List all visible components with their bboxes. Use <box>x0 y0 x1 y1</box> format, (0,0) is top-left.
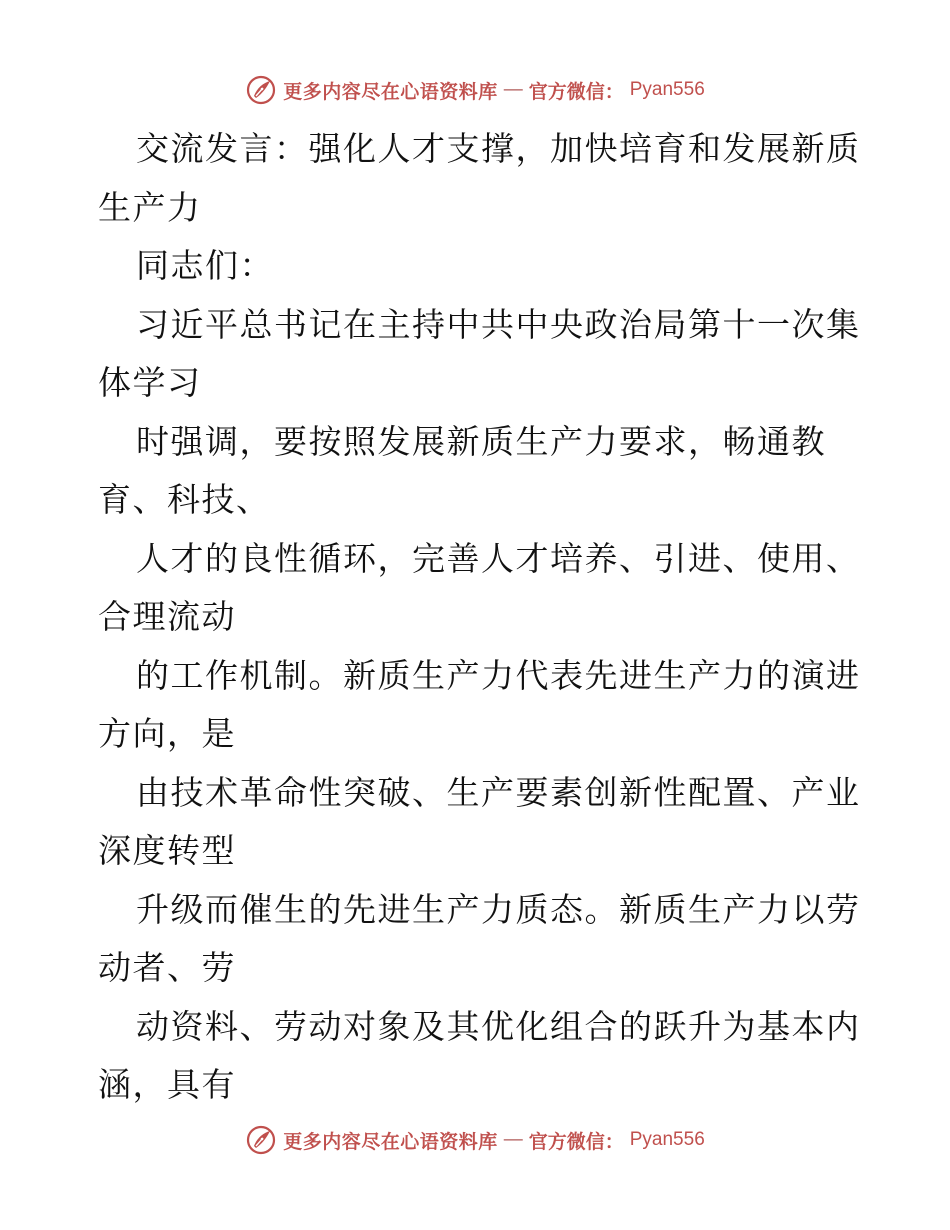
text-line: 升级而催生的先进生产力质态。新质生产力以劳 <box>136 889 861 929</box>
header-brand-text: 更多内容尽在心语资料库 <box>283 80 498 103</box>
text-line: 动者、劳 <box>98 948 236 987</box>
text-line: 时强调，要按照发展新质生产力要求，畅通教 <box>136 421 826 461</box>
text-line: 深度转型 <box>98 831 236 870</box>
text-line: 体学习 <box>98 363 202 402</box>
header-banner <box>0 70 950 110</box>
header-account-id: Pyan556 <box>629 79 705 100</box>
header-wechat-label: 官方微信： <box>528 80 624 103</box>
header-separator: — <box>503 79 523 100</box>
text-line: 由技术革命性突破、生产要素创新性配置、产业 <box>136 772 861 812</box>
text-line: 的工作机制。新质生产力代表先进生产力的演进 <box>136 655 861 695</box>
red-pen-nib-logo-icon <box>245 1124 277 1156</box>
text-line: 动资料、劳动对象及其优化组合的跃升为基本内 <box>136 1006 861 1046</box>
footer-wechat-label: 官方微信： <box>528 1130 624 1153</box>
text-line: 涵，具有 <box>98 1065 236 1104</box>
footer-account-id: Pyan556 <box>629 1129 705 1150</box>
footer-banner <box>0 1120 950 1160</box>
text-line: 习近平总书记在主持中共中央政治局第十一次集 <box>136 304 861 344</box>
document-body <box>98 120 861 1115</box>
footer-separator: — <box>503 1129 523 1150</box>
text-line: 合理流动 <box>98 597 236 636</box>
text-line: 交流发言：强化人才支撑，加快培育和发展新质 <box>136 129 861 168</box>
text-line: 方向，是 <box>98 714 236 753</box>
text-line: 人才的良性循环，完善人才培养、引进、使用、 <box>136 538 861 578</box>
text-line: 育、科技、 <box>98 480 271 519</box>
footer-brand-text: 更多内容尽在心语资料库 <box>283 1130 498 1153</box>
red-pen-nib-logo-icon <box>245 74 277 106</box>
text-line: 同志们： <box>136 246 274 285</box>
text-line: 生产力 <box>98 187 202 227</box>
